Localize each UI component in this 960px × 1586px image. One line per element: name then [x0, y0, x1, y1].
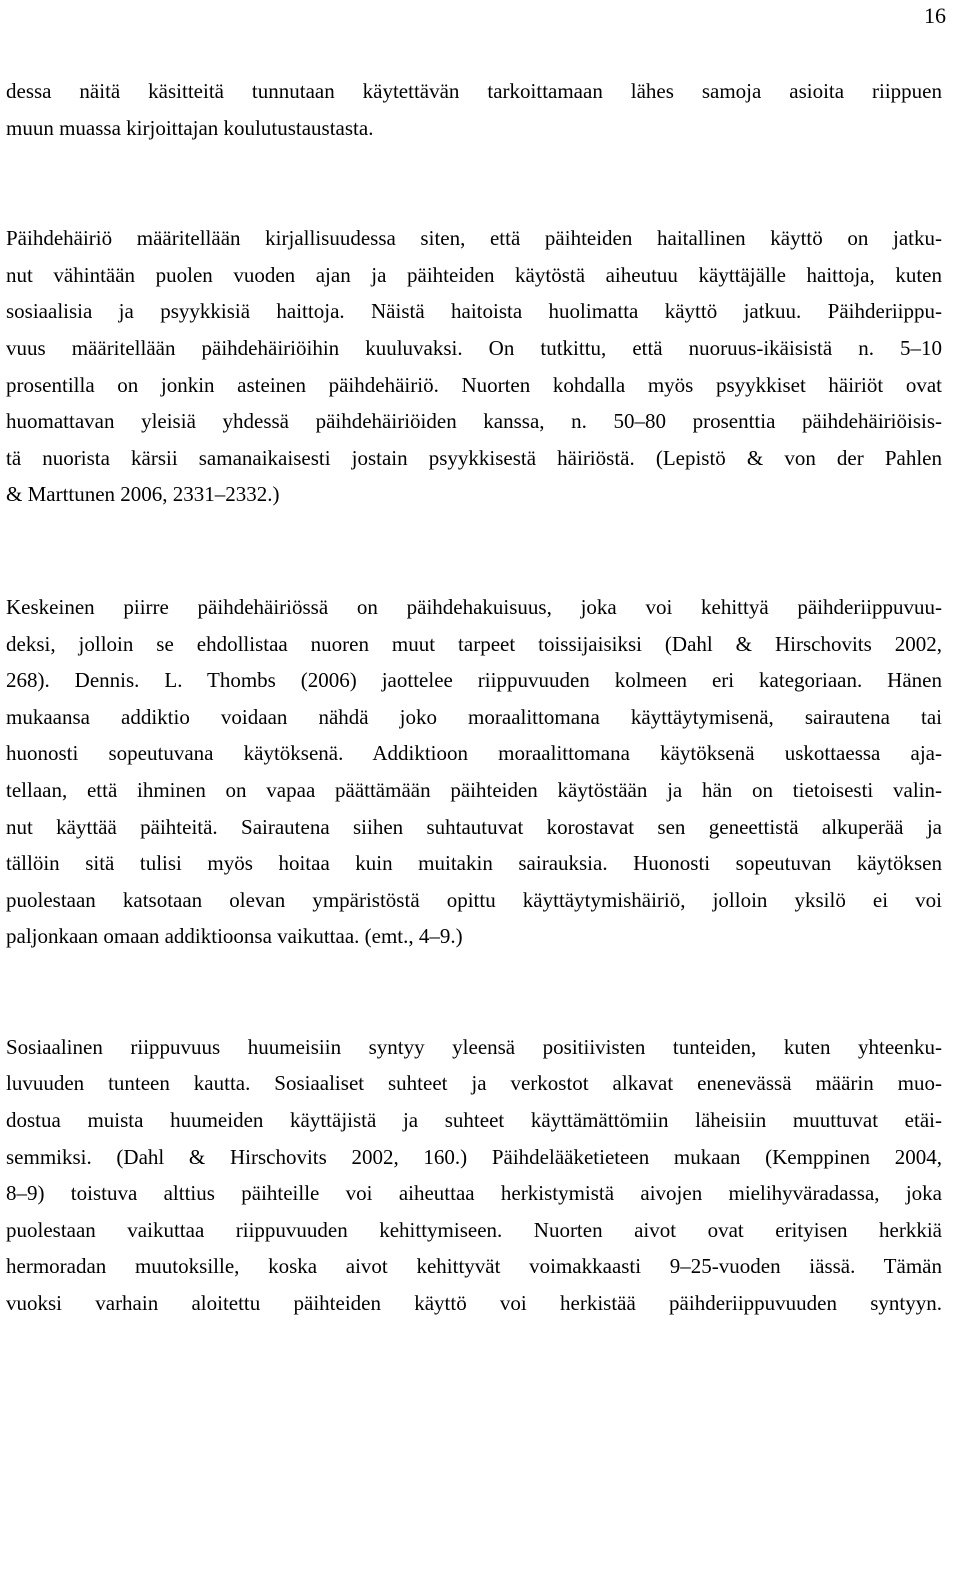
- text-line: 268). Dennis. L. Thombs (2006) jaottelee riippuvuuden kolmeen eri kategoriaan. Hänen: [6, 668, 942, 693]
- paragraph-substance-disorder-definition: [6, 220, 942, 513]
- text-line: puolestaan vaikuttaa riippuvuuden kehittymiseen. Nuorten aivot ovat erityisen herkkiä: [6, 1217, 942, 1242]
- text-line: deksi, jolloin se ehdollistaa nuoren muut tarpeet toissijaisiksi (Dahl & Hirschovits 2002,: [6, 631, 942, 656]
- paragraph-continuation: [6, 73, 942, 146]
- text-line: dessa näitä käsitteitä tunnutaan käytettävän tarkoittamaan lähes samoja asioita riippuen: [6, 79, 942, 103]
- text-line: 8–9) toistuva alttius päihteille voi aiheuttaa herkistymistä aivojen mielihyväradassa, joka: [6, 1181, 942, 1206]
- text-line: Sosiaalinen riippuvuus huumeisiin syntyy yleensä positiivisten tunteiden, kuten yhteenku-: [6, 1034, 942, 1059]
- text-line: Keskeinen piirre päihdehäiriössä on päihdehakuisuus, joka voi kehittyä päihderiippuvuu-: [6, 594, 942, 619]
- text-line: luvuuden tunteen kautta. Sosiaaliset suhteet ja verkostot alkavat enenevässä määrin muo-: [6, 1071, 942, 1096]
- text-line: vuus määritellään päihdehäiriöihin kuuluvaksi. On tutkittu, että nuoruus-ikäisistä n. 5–10: [6, 335, 942, 360]
- text-line: & Marttunen 2006, 2331–2332.): [6, 482, 280, 507]
- text-line: tä nuorista kärsii samanaikaisesti jostain psyykkisestä häiriöstä. (Lepistö & von der Pahlen: [6, 445, 942, 470]
- text-line: sosiaalisia ja psyykkisiä haittoja. Näistä haitoista huolimatta käyttö jatkuu. Päihderiippu-: [6, 299, 942, 324]
- document-body: [6, 73, 942, 1322]
- text-line: prosentilla on jonkin asteinen päihdehäiriö. Nuorten kohdalla myös psyykkiset häiriöt ovat: [6, 372, 942, 397]
- text-line: paljonkaan omaan addiktioonsa vaikuttaa. (emt., 4–9.): [6, 924, 463, 949]
- text-line: nut vähintään puolen vuoden ajan ja päihteiden käytöstä aiheutuu käyttäjälle haittoja, kuten: [6, 262, 942, 287]
- paragraph-addiction-categories: [6, 589, 942, 955]
- text-line: huonosti sopeutuvana käytöksenä. Addiktioon moraalittomana käytöksenä uskottaessa aja-: [6, 741, 942, 766]
- text-line: muun muassa kirjoittajan koulutustaustasta.: [6, 115, 374, 140]
- text-line: puolestaan katsotaan olevan ympäristöstä opittu käyttäytymishäiriö, jolloin yksilö ei voi: [6, 887, 942, 912]
- text-line: vuoksi varhain aloitettu päihteiden käyttö voi herkistää päihderiippuvuuden syntyyn.: [6, 1291, 942, 1316]
- text-line: mukaansa addiktio voidaan nähdä joko moraalittomana käyttäytymisenä, sairautena tai: [6, 704, 942, 729]
- text-line: tällöin sitä tulisi myös hoitaa kuin muitakin sairauksia. Huonosti sopeutuvan käytöksen: [6, 851, 942, 876]
- text-line: hermoradan muutoksille, koska aivot kehittyvät voimakkaasti 9–25-vuoden iässä. Tämän: [6, 1254, 942, 1279]
- text-line: huomattavan yleisiä yhdessä päihdehäiriöiden kanssa, n. 50–80 prosenttia päihdehäiriöisis-: [6, 409, 942, 434]
- text-line: tellaan, että ihminen on vapaa päättämään päihteiden käytöstään ja hän on tietoisesti valin-: [6, 777, 942, 802]
- text-line: dostua muista huumeiden käyttäjistä ja suhteet käyttämättömiin läheisiin muuttuvat etäi-: [6, 1108, 942, 1133]
- page-number: 16: [924, 3, 946, 28]
- paragraph-social-dependency: [6, 1029, 942, 1322]
- text-line: Päihdehäiriö määritellään kirjallisuudessa siten, että päihteiden haitallinen käyttö on jatku-: [6, 226, 942, 251]
- text-line: semmiksi. (Dahl & Hirschovits 2002, 160.) Päihdelääketieteen mukaan (Kemppinen 2004,: [6, 1144, 942, 1169]
- text-line: nut käyttää päihteitä. Sairautena siihen suhtautuvat korostavat sen geneettistä alkuperää ja: [6, 814, 942, 839]
